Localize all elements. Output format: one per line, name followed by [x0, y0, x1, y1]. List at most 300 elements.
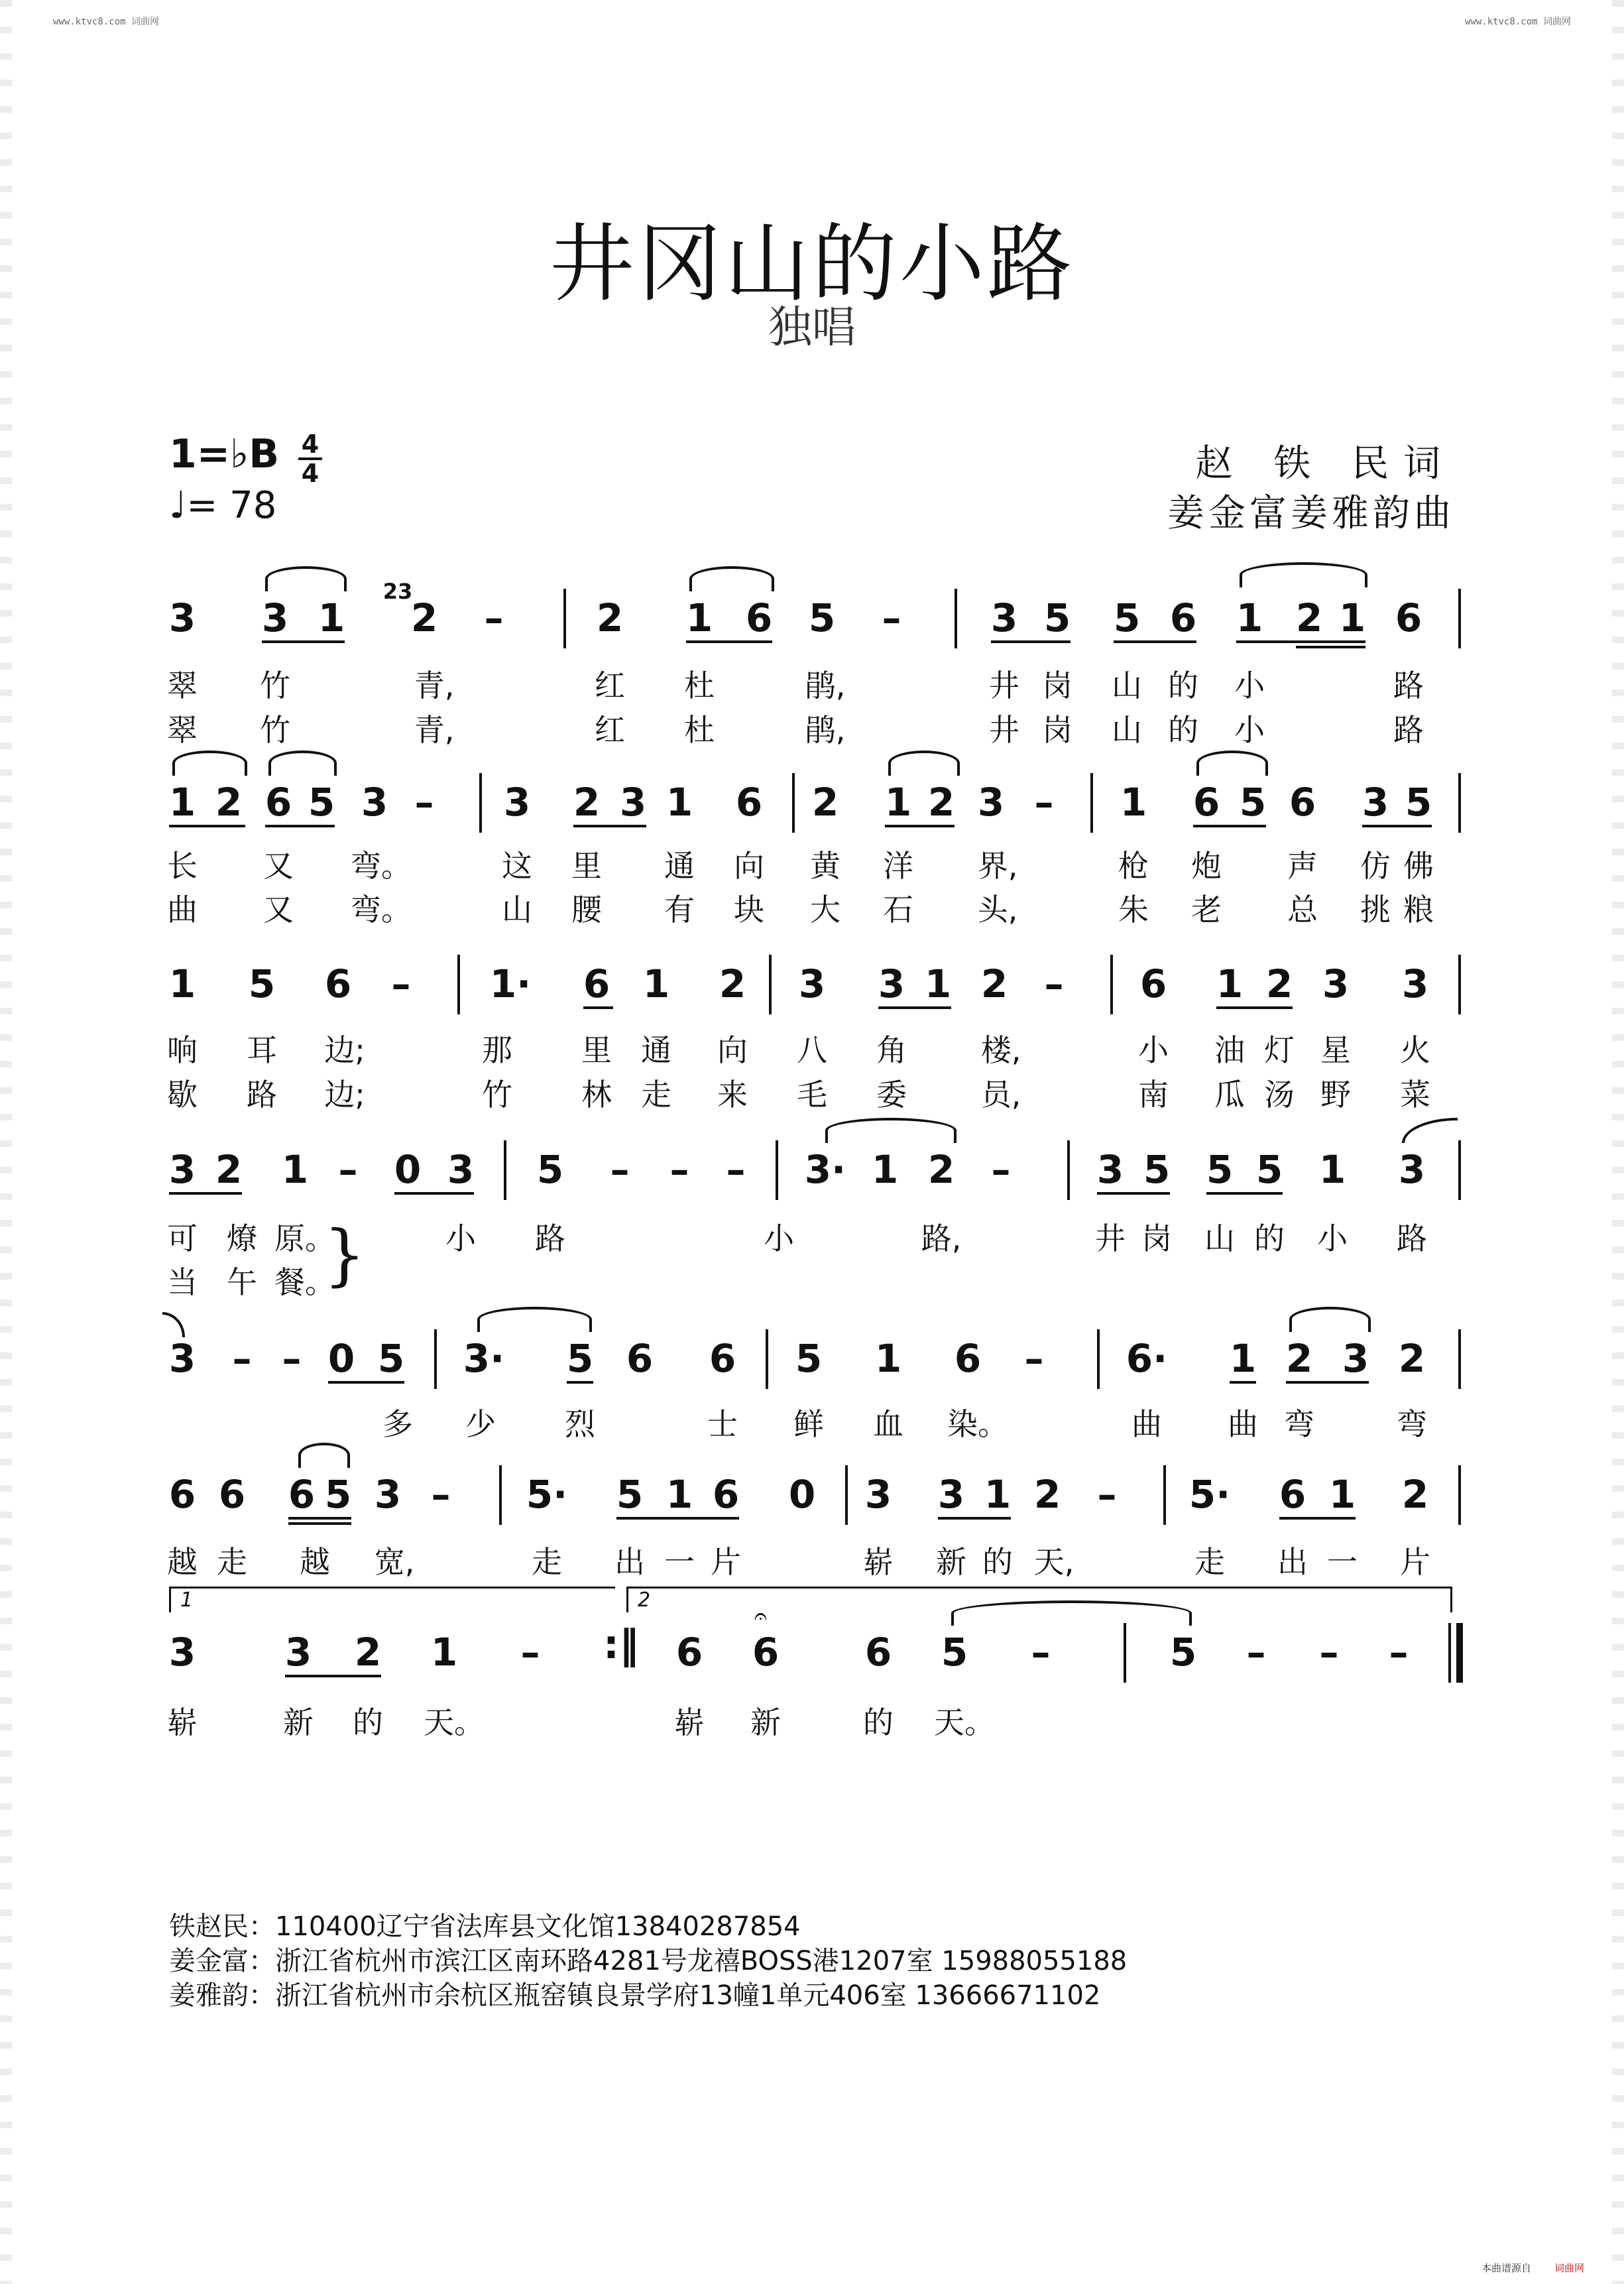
- lyric: 一: [664, 1544, 695, 1580]
- staff-row-4: [162, 1147, 1462, 1207]
- lyricist-credit: 赵 铁 民词: [1195, 442, 1455, 485]
- beam: [938, 1517, 1011, 1520]
- note: 5: [1255, 1147, 1283, 1192]
- lyric: 山: [1204, 1221, 1235, 1256]
- lyric: 黄: [810, 848, 841, 884]
- note: 3: [619, 780, 647, 825]
- lyric: 火: [1400, 1032, 1430, 1068]
- lyric: 角: [876, 1032, 907, 1068]
- barline: [845, 1465, 848, 1525]
- lyric: 长: [167, 848, 198, 884]
- lyric: 出: [614, 1544, 645, 1580]
- dash: –: [1031, 1630, 1051, 1675]
- note: 5: [941, 1630, 968, 1675]
- lyric: 弯。: [351, 892, 412, 928]
- note: 2: [354, 1630, 382, 1675]
- lyric: 菜: [1400, 1077, 1430, 1112]
- note: 6: [264, 780, 292, 825]
- note: 1: [1338, 595, 1366, 640]
- lyric: 午: [227, 1264, 257, 1300]
- note: 5: [1169, 1630, 1197, 1675]
- note: 1: [642, 961, 670, 1006]
- note: 0: [327, 1336, 355, 1381]
- slur: [172, 751, 247, 776]
- beam: [1114, 640, 1196, 643]
- note: 6: [1289, 780, 1316, 825]
- final-barline-thin: [1448, 1623, 1451, 1683]
- lyric: 山: [502, 892, 532, 928]
- lyric: 的: [1168, 712, 1198, 748]
- note: 3: [168, 1147, 196, 1192]
- dash: –: [726, 1147, 746, 1192]
- beam: [169, 825, 245, 827]
- lyric: 的: [1168, 668, 1198, 703]
- lyric: 可: [167, 1221, 198, 1256]
- lyric: 原。: [274, 1221, 335, 1256]
- lyric: 来: [717, 1077, 748, 1112]
- note: 6: [675, 1630, 703, 1675]
- barline: [1090, 773, 1093, 833]
- note: 6: [712, 1472, 740, 1517]
- lyric: 枪: [1118, 848, 1149, 884]
- slur: [888, 751, 960, 776]
- volta-2-label: 2: [638, 1589, 651, 1612]
- lyric: 这: [502, 848, 532, 884]
- beam: [288, 1517, 351, 1520]
- dash: –: [1024, 1336, 1044, 1381]
- lyric: 少: [465, 1406, 496, 1442]
- lyric: 青,: [414, 712, 455, 748]
- note: 3: [168, 1336, 196, 1381]
- lyric: 片: [1400, 1544, 1430, 1580]
- lyrics-row-1-v2: [162, 706, 1462, 746]
- note: 5·: [1189, 1472, 1231, 1517]
- lyric: 新: [283, 1705, 314, 1740]
- dash: –: [1097, 1472, 1117, 1517]
- repeat-end-barline: :‖: [603, 1622, 639, 1668]
- lyric: 的: [1254, 1221, 1285, 1256]
- slur: [1196, 751, 1268, 776]
- beam: [265, 825, 335, 827]
- beam: [1286, 1381, 1369, 1384]
- lyric: 路: [247, 1077, 277, 1112]
- song-title: 井冈山的小路: [549, 215, 1074, 314]
- note: 2: [573, 780, 601, 825]
- lyric: 曲: [1228, 1406, 1258, 1442]
- staff-row-6: [162, 1472, 1462, 1532]
- lyric: 野: [1320, 1077, 1351, 1112]
- beam: [1279, 1517, 1356, 1520]
- barline: [955, 589, 957, 648]
- dash: –: [484, 595, 504, 640]
- tempo-marking: ♩= 78: [169, 484, 277, 527]
- lyric: 向: [717, 1032, 748, 1068]
- note: 3: [937, 1472, 965, 1517]
- note: 2: [410, 595, 438, 640]
- slur: [477, 1307, 592, 1332]
- lyric: 朱: [1118, 892, 1149, 928]
- note: 3: [361, 780, 388, 825]
- lyric: 挑: [1360, 892, 1391, 928]
- beam: [885, 825, 955, 827]
- barline: [457, 955, 460, 1014]
- lyric: 汤: [1264, 1077, 1295, 1112]
- lyric: 多: [382, 1406, 413, 1442]
- beam: [583, 1006, 613, 1009]
- barline: [776, 1140, 778, 1200]
- note: 2: [1398, 1336, 1426, 1381]
- lyric: 的: [863, 1705, 894, 1740]
- note: 3: [977, 780, 1005, 825]
- note: 3: [864, 1472, 892, 1517]
- note: 5: [795, 1336, 823, 1381]
- lyric: 耳: [247, 1032, 277, 1068]
- note: 3: [447, 1147, 475, 1192]
- beam: [262, 640, 345, 643]
- note: 1: [884, 780, 912, 825]
- time-signature: [298, 431, 322, 487]
- lyric: 越: [167, 1544, 198, 1580]
- note: 6: [1279, 1472, 1306, 1517]
- lyric: 通: [664, 848, 695, 884]
- fermata-icon: 𝄐: [754, 1603, 767, 1630]
- lyric: 有: [664, 892, 695, 928]
- lyric: 路: [1393, 712, 1424, 748]
- note: 3: [503, 780, 531, 825]
- beam: [328, 1381, 404, 1384]
- lyric: 山: [1112, 712, 1142, 748]
- note: 6·: [1126, 1336, 1168, 1381]
- lyric: 井: [989, 712, 1019, 748]
- note: 3: [1398, 1147, 1426, 1192]
- lyric: 鲜: [793, 1406, 824, 1442]
- note: 6: [1192, 780, 1220, 825]
- lyric: 走: [217, 1544, 247, 1580]
- lyric: 新: [750, 1705, 781, 1740]
- barline: [1067, 1140, 1070, 1200]
- slur: [1289, 1307, 1371, 1332]
- footnote-line: 姜雅韵：浙江省杭州市余杭区瓶窑镇良景学府13幢1单元406室 13666671102: [169, 1980, 1101, 2011]
- note: 3: [1401, 961, 1429, 1006]
- note: 6: [745, 595, 773, 640]
- beam: [1296, 646, 1365, 648]
- note: 5: [616, 1472, 644, 1517]
- note: 1: [871, 1147, 899, 1192]
- note: 3: [878, 961, 905, 1006]
- beam: [686, 640, 772, 643]
- beam: [1230, 1381, 1256, 1384]
- dash: –: [1246, 1630, 1266, 1675]
- lyric: 红: [595, 712, 625, 748]
- lyrics-row-2-v1: [162, 842, 1462, 882]
- note: 1: [685, 595, 713, 640]
- note: 3: [374, 1472, 402, 1517]
- dash: –: [1319, 1630, 1339, 1675]
- lyric: 小: [764, 1221, 794, 1256]
- header-left: www.ktvc8.com 词曲网: [53, 17, 160, 27]
- lyric: 的: [982, 1544, 1013, 1580]
- lyric: 片: [711, 1544, 741, 1580]
- lyric: 委: [876, 1077, 907, 1112]
- slur: [689, 566, 774, 591]
- lyric: 青,: [414, 668, 455, 703]
- note: 3: [1362, 780, 1389, 825]
- lyric: 小: [1234, 712, 1265, 748]
- lyric: 烈: [565, 1406, 595, 1442]
- lyric: 又: [263, 848, 294, 884]
- note: 2: [927, 780, 955, 825]
- note: 1: [1120, 780, 1147, 825]
- note: 6: [1169, 595, 1197, 640]
- barline: [1458, 1465, 1461, 1525]
- note: 5: [1113, 595, 1141, 640]
- dash: –: [1034, 780, 1054, 825]
- note: 5: [1405, 780, 1432, 825]
- beam: [288, 1522, 351, 1525]
- lyric: 总: [1287, 892, 1318, 928]
- note: 6: [709, 1336, 736, 1381]
- note: 3: [1096, 1147, 1124, 1192]
- barline: [1458, 773, 1461, 833]
- lyric: 翠: [167, 712, 198, 748]
- lyric: 鹃,: [805, 712, 846, 748]
- lyrics-row-3-v1: [162, 1026, 1462, 1066]
- dash: –: [991, 1147, 1011, 1192]
- staff-row-7: [162, 1603, 1462, 1689]
- note: 6: [864, 1630, 892, 1675]
- note: 3: [261, 595, 289, 640]
- note: 2: [980, 961, 1008, 1006]
- note: 1: [1318, 1147, 1346, 1192]
- lyric: 通: [641, 1032, 671, 1068]
- lyric: 岗: [1042, 712, 1073, 748]
- lyric: 鹃,: [805, 668, 846, 703]
- lyric: 里: [571, 848, 602, 884]
- volta-1: [169, 1587, 615, 1612]
- staff-row-2: [162, 780, 1462, 839]
- lyric: 崭: [167, 1705, 198, 1740]
- footer-left: 本曲谱源自: [1481, 2262, 1531, 2274]
- lyric: 八: [797, 1032, 827, 1068]
- barline: [1124, 1623, 1126, 1683]
- note: 1: [1229, 1336, 1257, 1381]
- lyric: 天,: [1033, 1544, 1074, 1580]
- lyric: 响: [167, 1032, 198, 1068]
- note: 6: [752, 1630, 780, 1675]
- note: 6: [735, 780, 763, 825]
- dash: –: [610, 1147, 630, 1192]
- beam: [878, 1006, 951, 1009]
- lyric: 头,: [977, 892, 1018, 928]
- dash: –: [431, 1472, 451, 1517]
- lyric: 边;: [324, 1032, 365, 1068]
- slur: [298, 1443, 350, 1468]
- beam: [1362, 825, 1432, 827]
- lyric: 崭: [863, 1544, 894, 1580]
- note: 2: [1265, 961, 1293, 1006]
- barline: [1458, 1140, 1461, 1200]
- note: 6: [583, 961, 610, 1006]
- dash: –: [282, 1336, 302, 1381]
- beam: [616, 1517, 739, 1520]
- lyric: 天。: [934, 1705, 995, 1740]
- lyric: 当: [167, 1264, 198, 1300]
- note: 5: [248, 961, 276, 1006]
- lyric: 井: [989, 668, 1019, 703]
- lyric: 炮: [1191, 848, 1222, 884]
- dash: –: [414, 780, 434, 825]
- lyric: 翠: [167, 668, 198, 703]
- lyric: 的: [353, 1705, 383, 1740]
- lyric: 士: [707, 1406, 738, 1442]
- lyric: 竹: [260, 668, 290, 703]
- lyric: 一: [1327, 1544, 1358, 1580]
- dash: –: [520, 1630, 540, 1675]
- note: 3: [168, 595, 196, 640]
- beam: [1097, 1192, 1170, 1195]
- lyric: 燎: [227, 1221, 257, 1256]
- lyric: 新: [936, 1544, 966, 1580]
- lyric: 界,: [977, 848, 1018, 884]
- note: 6: [324, 961, 352, 1006]
- lyrics-row-5-v1: [162, 1400, 1462, 1440]
- lyric: 弯: [1397, 1406, 1427, 1442]
- note: 5: [1206, 1147, 1234, 1192]
- lyric: 粮: [1403, 892, 1434, 928]
- lyric: 杜: [684, 668, 715, 703]
- note: 5: [308, 780, 335, 825]
- note: 6: [954, 1336, 982, 1381]
- beam: [991, 640, 1071, 643]
- note: 2: [1033, 1472, 1061, 1517]
- note: 6: [1395, 595, 1422, 640]
- time-bottom: 4: [301, 459, 319, 488]
- lyric: 边;: [324, 1077, 365, 1112]
- lyric: 染。: [947, 1406, 1008, 1442]
- lyric: 山: [1112, 668, 1142, 703]
- beam: [567, 1381, 593, 1384]
- lyric: 走: [532, 1544, 562, 1580]
- footnote-line: 姜金富：浙江省杭州市滨江区南环路4281号龙禧BOSS港1207室 15988055188: [169, 1946, 1128, 1976]
- slur: [1240, 562, 1367, 587]
- key-signature: 1=♭B: [169, 431, 280, 477]
- lyric: 红: [595, 668, 625, 703]
- note: 6: [218, 1472, 246, 1517]
- barline: [766, 1329, 768, 1389]
- note: 6: [168, 1472, 196, 1517]
- note: 2: [1401, 1472, 1429, 1517]
- lyric: 越: [300, 1544, 330, 1580]
- note: 1·: [489, 961, 532, 1006]
- note: 5: [1239, 780, 1267, 825]
- lyric: 小: [1234, 668, 1265, 703]
- note: 2: [811, 780, 839, 825]
- slur: [268, 751, 337, 776]
- lyric: 灯: [1264, 1032, 1295, 1068]
- note: 3·: [804, 1147, 846, 1192]
- note: 1: [874, 1336, 902, 1381]
- lyric: 弯。: [351, 848, 412, 884]
- grace-note: 23: [382, 579, 413, 604]
- lyric: 小: [1138, 1032, 1169, 1068]
- note: 3: [168, 1630, 196, 1675]
- note: 2: [719, 961, 746, 1006]
- slur: [951, 1600, 1192, 1626]
- lyric: 小: [445, 1221, 476, 1256]
- barline: [769, 955, 772, 1014]
- note: 2: [1295, 595, 1323, 640]
- lyric: 杜: [684, 712, 715, 748]
- lyric: 毛: [797, 1077, 827, 1112]
- lyric: 宽,: [374, 1544, 415, 1580]
- header-right: www.ktvc8.com 词曲网: [1464, 17, 1571, 27]
- slur: [825, 1118, 957, 1143]
- staff-row-1: [162, 579, 1462, 655]
- note: 1: [1236, 595, 1263, 640]
- barline: [499, 1465, 502, 1525]
- barline: [479, 773, 482, 833]
- note: 6: [288, 1472, 316, 1517]
- note: 1: [281, 1147, 309, 1192]
- lyrics-row-6-v1: [162, 1538, 1462, 1578]
- lyric: 餐。: [274, 1264, 335, 1300]
- note: 5: [536, 1147, 564, 1192]
- lyric: 石: [883, 892, 913, 928]
- note: 2: [215, 780, 243, 825]
- barline: [1458, 955, 1461, 1014]
- note: 1: [168, 780, 196, 825]
- note: 1: [666, 1472, 693, 1517]
- lyric: 路: [1393, 668, 1424, 703]
- lyric: 林: [581, 1077, 612, 1112]
- beam: [285, 1675, 381, 1677]
- song-subtitle: 独唱: [768, 302, 856, 353]
- slur: [1402, 1118, 1458, 1143]
- beam: [394, 1192, 474, 1195]
- dash: –: [338, 1147, 358, 1192]
- composer-credit: 姜金富姜雅韵曲: [1167, 492, 1455, 535]
- note: 0: [788, 1472, 816, 1517]
- barline: [1110, 955, 1113, 1014]
- barline: [792, 773, 795, 833]
- lyric: 那: [482, 1032, 512, 1068]
- slur: [162, 1312, 185, 1337]
- staff-row-5: [162, 1336, 1462, 1396]
- final-barline-thick: [1456, 1623, 1463, 1683]
- note: 3·: [463, 1336, 505, 1381]
- lyrics-row-1-v1: [162, 662, 1462, 701]
- note: 5: [1043, 595, 1071, 640]
- lyric: 星: [1320, 1032, 1351, 1068]
- barline: [1097, 1329, 1100, 1389]
- note: 3: [1342, 1336, 1369, 1381]
- note: 5: [1143, 1147, 1171, 1192]
- lyric: 出: [1277, 1544, 1308, 1580]
- verse-brace: }: [323, 1216, 366, 1293]
- note: 5: [808, 595, 836, 640]
- note: 1: [924, 961, 952, 1006]
- lyric: 老: [1191, 892, 1222, 928]
- lyric: 块: [734, 892, 764, 928]
- time-top: 4: [301, 430, 319, 459]
- note: 3: [1322, 961, 1350, 1006]
- note: 5: [566, 1336, 594, 1381]
- note: 3: [990, 595, 1018, 640]
- note: 5: [324, 1472, 352, 1517]
- beam: [1236, 640, 1365, 643]
- dash: –: [882, 595, 901, 640]
- barline: [434, 1329, 437, 1389]
